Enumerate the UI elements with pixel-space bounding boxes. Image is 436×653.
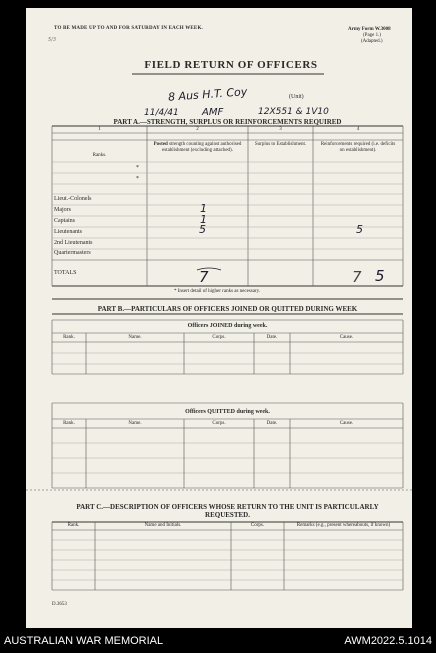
col-number-2: 2 xyxy=(196,127,199,132)
joined-col-cause: Cause. xyxy=(339,335,354,340)
quitted-col-name: Name. xyxy=(128,421,142,426)
joined-title: Officers JOINED during week. xyxy=(187,323,268,329)
part-c-col-corps: Corps. xyxy=(250,523,265,528)
totals-reinforcements-b: 5 xyxy=(375,267,385,285)
form-page: (Page 1.) xyxy=(363,33,382,38)
corps-handwritten: AMF xyxy=(202,107,224,118)
form-code: D.3653 xyxy=(52,602,67,607)
date-handwritten: 11/4/41 xyxy=(144,108,179,118)
part-c-heading-line2: REQUESTED. xyxy=(205,511,250,519)
col-header-ranks: Ranks. xyxy=(92,153,107,158)
quitted-col-corps: Corps. xyxy=(212,421,226,426)
corner-mark: 5/3 xyxy=(48,37,57,43)
reinforcement-value-lieutenants: 5 xyxy=(356,223,363,236)
reference-handwritten: 12X551 & 1V10 xyxy=(258,107,329,117)
rank-label: Majors xyxy=(54,207,71,213)
form-adapted: (Adapted.) xyxy=(361,39,383,44)
form-page xyxy=(26,8,412,628)
header-note: TO BE MADE UP TO AND FOR SATURDAY IN EACH WEEK. xyxy=(54,26,204,31)
posted-value-captains: 1 xyxy=(200,213,207,226)
form-title: FIELD RETURN OF OFFICERS xyxy=(144,59,318,71)
joined-col-rank: Rank. xyxy=(63,335,75,340)
col-number-3: 3 xyxy=(279,127,282,132)
rank-label: Quartermasters xyxy=(54,250,91,256)
part-a-footnote: * Insert detail of higher ranks as necessary. xyxy=(174,289,261,294)
joined-col-corps: Corps. xyxy=(212,335,226,340)
caption-right: AWM2022.5.1014 xyxy=(344,635,432,647)
col-number-4: 4 xyxy=(356,127,360,132)
form-rules xyxy=(26,8,412,628)
posted-value-lieutenants: 5 xyxy=(199,223,206,236)
star-mark: * xyxy=(136,176,139,182)
caption-left: AUSTRALIAN WAR MEMORIAL xyxy=(4,635,164,647)
col-number-1: 1 xyxy=(98,127,101,132)
col-header-posted xyxy=(151,142,244,154)
part-b-heading: PART B.—PARTICULARS OF OFFICERS JOINED OR QUITTED DURING WEEK xyxy=(97,305,358,313)
rank-label: 2nd Lieutenants xyxy=(54,240,93,246)
joined-col-date: Date. xyxy=(266,335,278,340)
quitted-col-date: Date. xyxy=(266,421,278,426)
totals-reinforcements-a: 7 xyxy=(352,268,362,286)
star-mark: * xyxy=(136,165,139,171)
part-c-col-name: Name and Initials. xyxy=(144,523,182,528)
col-header-posted-bold: Posted xyxy=(153,142,168,147)
rank-label: Lieutenants xyxy=(54,229,82,235)
quitted-col-rank: Rank. xyxy=(63,421,75,426)
col-header-surplus: Surplus to Establishment. xyxy=(254,142,307,147)
part-c-heading-line1: PART C.—DESCRIPTION OF OFFICERS WHOSE RETURN TO THE UNIT IS PARTICULARLY xyxy=(76,503,379,511)
part-c-col-remarks: Remarks (e.g., present whereabouts, if known) xyxy=(296,523,391,528)
totals-label: TOTALS xyxy=(54,270,77,276)
rank-label: Captains xyxy=(54,218,75,224)
totals-posted: 7 xyxy=(199,268,209,286)
posted-value-majors: 1 xyxy=(200,202,207,215)
col-header-reinforcements: Reinforcements required (i.e. deficits on establishment). xyxy=(320,142,396,153)
form-id: Army Form W.3008 xyxy=(348,27,391,32)
archive-caption xyxy=(0,630,436,653)
quitted-col-cause: Cause. xyxy=(339,421,354,426)
part-a-heading: PART A.—STRENGTH, SURPLUS OR REINFORCEMENTS REQUIRED xyxy=(113,118,342,126)
part-c-heading xyxy=(52,503,403,519)
col-header-posted-rest: strength counting against authorised establishment (excluding attached). xyxy=(162,142,242,153)
unit-label: (Unit) xyxy=(289,94,304,100)
quitted-title: Officers QUITTED during week. xyxy=(185,409,270,415)
rank-label: Lieut.-Colonels xyxy=(54,196,92,202)
part-c-col-rank: Rank. xyxy=(67,523,80,528)
joined-col-name: Name. xyxy=(128,335,142,340)
unit-name-handwritten: 8 Aus H.T. Coy xyxy=(167,85,248,104)
